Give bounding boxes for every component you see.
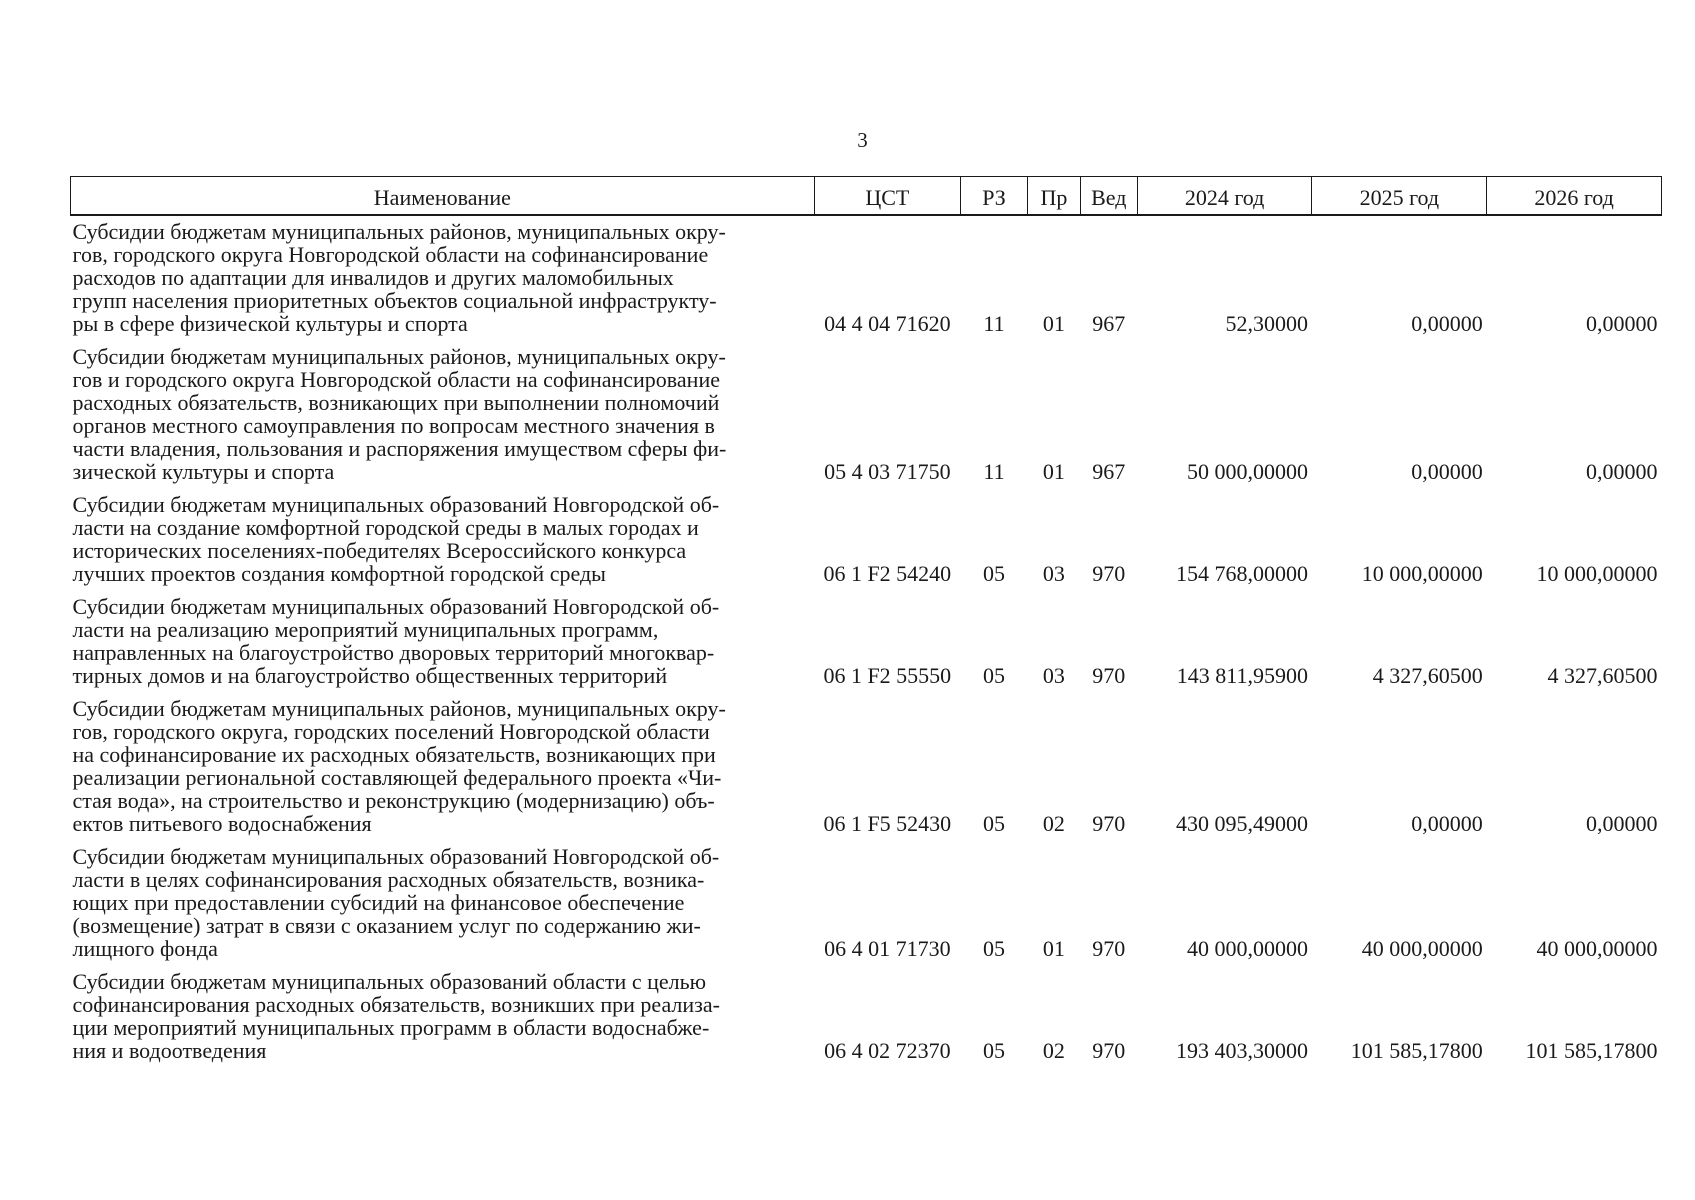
name-line: Субсидии бюджетам муниципальных образований Новгородской об- <box>72 594 720 619</box>
name-line: гов, городского округа Новгородской области на софинансирование <box>72 242 709 267</box>
cell-pr: 03 <box>1042 561 1065 586</box>
cell-2026: 10 000,00000 <box>1536 561 1658 586</box>
cell-rz: 05 <box>982 561 1005 586</box>
cell-2024: 143 811,95900 <box>1176 663 1308 688</box>
header-rz: РЗ <box>960 177 1027 216</box>
name-line: ласти на реализацию мероприятий муниципальных программ, <box>72 617 659 642</box>
cell-pr: 03 <box>1042 663 1065 688</box>
cell-2024: 193 403,30000 <box>1175 1038 1308 1063</box>
cell-2025: 0,00000 <box>1411 459 1483 484</box>
name-line: лучших проектов создания комфортной городской среды <box>72 561 606 586</box>
cell-pr: 01 <box>1042 459 1065 484</box>
cell-2025: 101 585,17800 <box>1350 1038 1483 1063</box>
name-line: части владения, пользования и распоряжения имуществом сферы фи- <box>72 436 727 461</box>
header-name: Наименование <box>71 177 815 216</box>
table-row <box>71 215 1662 341</box>
cell-2024: 154 768,00000 <box>1175 561 1308 586</box>
cell-2025: 40 000,00000 <box>1361 936 1483 961</box>
header-2024: 2024 год <box>1137 177 1312 216</box>
cell-cst: 06 4 01 71730 <box>824 936 951 961</box>
table-row <box>71 693 1662 841</box>
name-line: Субсидии бюджетам муниципальных образований Новгородской об- <box>72 844 720 869</box>
name-line: ющих при предоставлении субсидий на финансовое обеспечение <box>72 890 685 915</box>
name-line: ния и водоотведения <box>72 1038 267 1063</box>
cell-2025: 4 327,60500 <box>1372 663 1483 688</box>
cell-cst: 04 4 04 71620 <box>824 311 951 336</box>
name-line: Субсидии бюджетам муниципальных образований области с целью <box>72 969 707 994</box>
name-line: гов, городского округа, городских поселений Новгородской области <box>72 719 710 744</box>
name-line: стая вода», на строительство и реконструкцию (модернизацию) объ- <box>72 788 715 813</box>
cell-pr: 01 <box>1042 311 1065 336</box>
cell-rz: 11 <box>983 311 1005 336</box>
cell-2025: 0,00000 <box>1411 811 1483 836</box>
cell-name <box>71 966 815 1068</box>
name-line: расходных обязательств, возникающих при выполнении полномочий <box>72 390 720 415</box>
name-line: софинансирования расходных обязательств, возникших при реализа- <box>72 992 720 1017</box>
cell-name <box>71 341 815 489</box>
cell-2024: 52,30000 <box>1225 311 1308 336</box>
name-line: Субсидии бюджетам муниципальных районов, муниципальных окру- <box>72 344 726 369</box>
cell-2026: 101 585,17800 <box>1525 1038 1658 1063</box>
name-line: исторических поселениях-победителях Всероссийского конкурса <box>72 538 687 563</box>
name-line: Субсидии бюджетам муниципальных районов, муниципальных окру- <box>72 696 726 721</box>
name-line: ласти на создание комфортной городской среды в малых городах и <box>72 515 699 540</box>
table-row <box>71 591 1662 693</box>
header-ved: Вед <box>1080 177 1137 216</box>
cell-ved: 967 <box>1092 311 1126 336</box>
header-2026: 2026 год <box>1487 177 1662 216</box>
name-line: направленных на благоустройство дворовых территорий многоквар- <box>72 640 715 665</box>
budget-table <box>70 176 1662 1068</box>
cell-2026: 4 327,60500 <box>1547 663 1658 688</box>
cell-2025: 0,00000 <box>1411 311 1483 336</box>
cell-cst: 06 1 F2 55550 <box>823 663 952 688</box>
cell-2026: 40 000,00000 <box>1536 936 1658 961</box>
cell-cst: 06 1 F2 54240 <box>823 561 952 586</box>
cell-ved: 970 <box>1092 936 1126 961</box>
header-row <box>71 177 1662 216</box>
cell-ved: 967 <box>1092 459 1126 484</box>
name-line: органов местного самоуправления по вопросам местного значения в <box>72 413 715 438</box>
name-line: на софинансирование их расходных обязательств, возникающих при <box>72 742 716 767</box>
name-line: ектов питьевого водоснабжения <box>72 811 372 836</box>
cell-2025: 10 000,00000 <box>1361 561 1483 586</box>
cell-ved: 970 <box>1092 811 1126 836</box>
cell-rz: 05 <box>982 936 1005 961</box>
name-line: реализации региональной составляющей федерального проекта «Чи- <box>72 765 722 790</box>
cell-name <box>71 841 815 966</box>
cell-name <box>71 693 815 841</box>
cell-cst: 05 4 03 71750 <box>824 459 951 484</box>
name-line: ласти в целях софинансирования расходных обязательств, возника- <box>72 867 705 892</box>
cell-2026: 0,00000 <box>1586 311 1658 336</box>
cell-rz: 05 <box>982 663 1005 688</box>
cell-pr: 02 <box>1042 811 1065 836</box>
cell-rz: 05 <box>982 1038 1005 1063</box>
cell-cst: 06 1 F5 52430 <box>823 811 952 836</box>
cell-rz: 11 <box>983 459 1005 484</box>
cell-name <box>71 591 815 693</box>
cell-2026: 0,00000 <box>1586 811 1658 836</box>
name-line: Субсидии бюджетам муниципальных образований Новгородской об- <box>72 492 720 517</box>
table-row <box>71 966 1662 1068</box>
name-line: ры в сфере физической культуры и спорта <box>72 311 468 336</box>
cell-name <box>71 489 815 591</box>
cell-2024: 50 000,00000 <box>1186 459 1308 484</box>
cell-2026: 0,00000 <box>1586 459 1658 484</box>
header-pr: Пр <box>1028 177 1081 216</box>
cell-pr: 01 <box>1042 936 1065 961</box>
cell-ved: 970 <box>1092 663 1126 688</box>
cell-name <box>71 215 815 341</box>
name-line: (возмещение) затрат в связи с оказанием услуг по содержанию жи- <box>72 913 701 938</box>
header-cst: ЦСТ <box>814 177 960 216</box>
table-row <box>71 489 1662 591</box>
header-2025: 2025 год <box>1312 177 1487 216</box>
name-line: лищного фонда <box>72 936 218 961</box>
name-line: групп населения приоритетных объектов социальной инфраструкту- <box>72 288 717 313</box>
table-row <box>71 841 1662 966</box>
name-line: ции мероприятий муниципальных программ в области водоснабже- <box>72 1015 710 1040</box>
table-row <box>71 341 1662 489</box>
cell-cst: 06 4 02 72370 <box>824 1038 951 1063</box>
name-line: тирных домов и на благоустройство общественных территорий <box>72 663 668 688</box>
name-line: расходов по адаптации для инвалидов и других маломобильных <box>72 265 674 290</box>
table-body <box>71 215 1662 1068</box>
name-line: Субсидии бюджетам муниципальных районов, муниципальных окру- <box>72 219 726 244</box>
cell-2024: 40 000,00000 <box>1186 936 1308 961</box>
cell-rz: 05 <box>982 811 1005 836</box>
cell-ved: 970 <box>1092 561 1126 586</box>
cell-pr: 02 <box>1042 1038 1065 1063</box>
cell-ved: 970 <box>1092 1038 1126 1063</box>
cell-2024: 430 095,49000 <box>1175 811 1308 836</box>
page-number: 3 <box>857 128 868 152</box>
name-line: гов и городского округа Новгородской области на софинансирование <box>72 367 720 392</box>
name-line: зической культуры и спорта <box>72 459 335 484</box>
